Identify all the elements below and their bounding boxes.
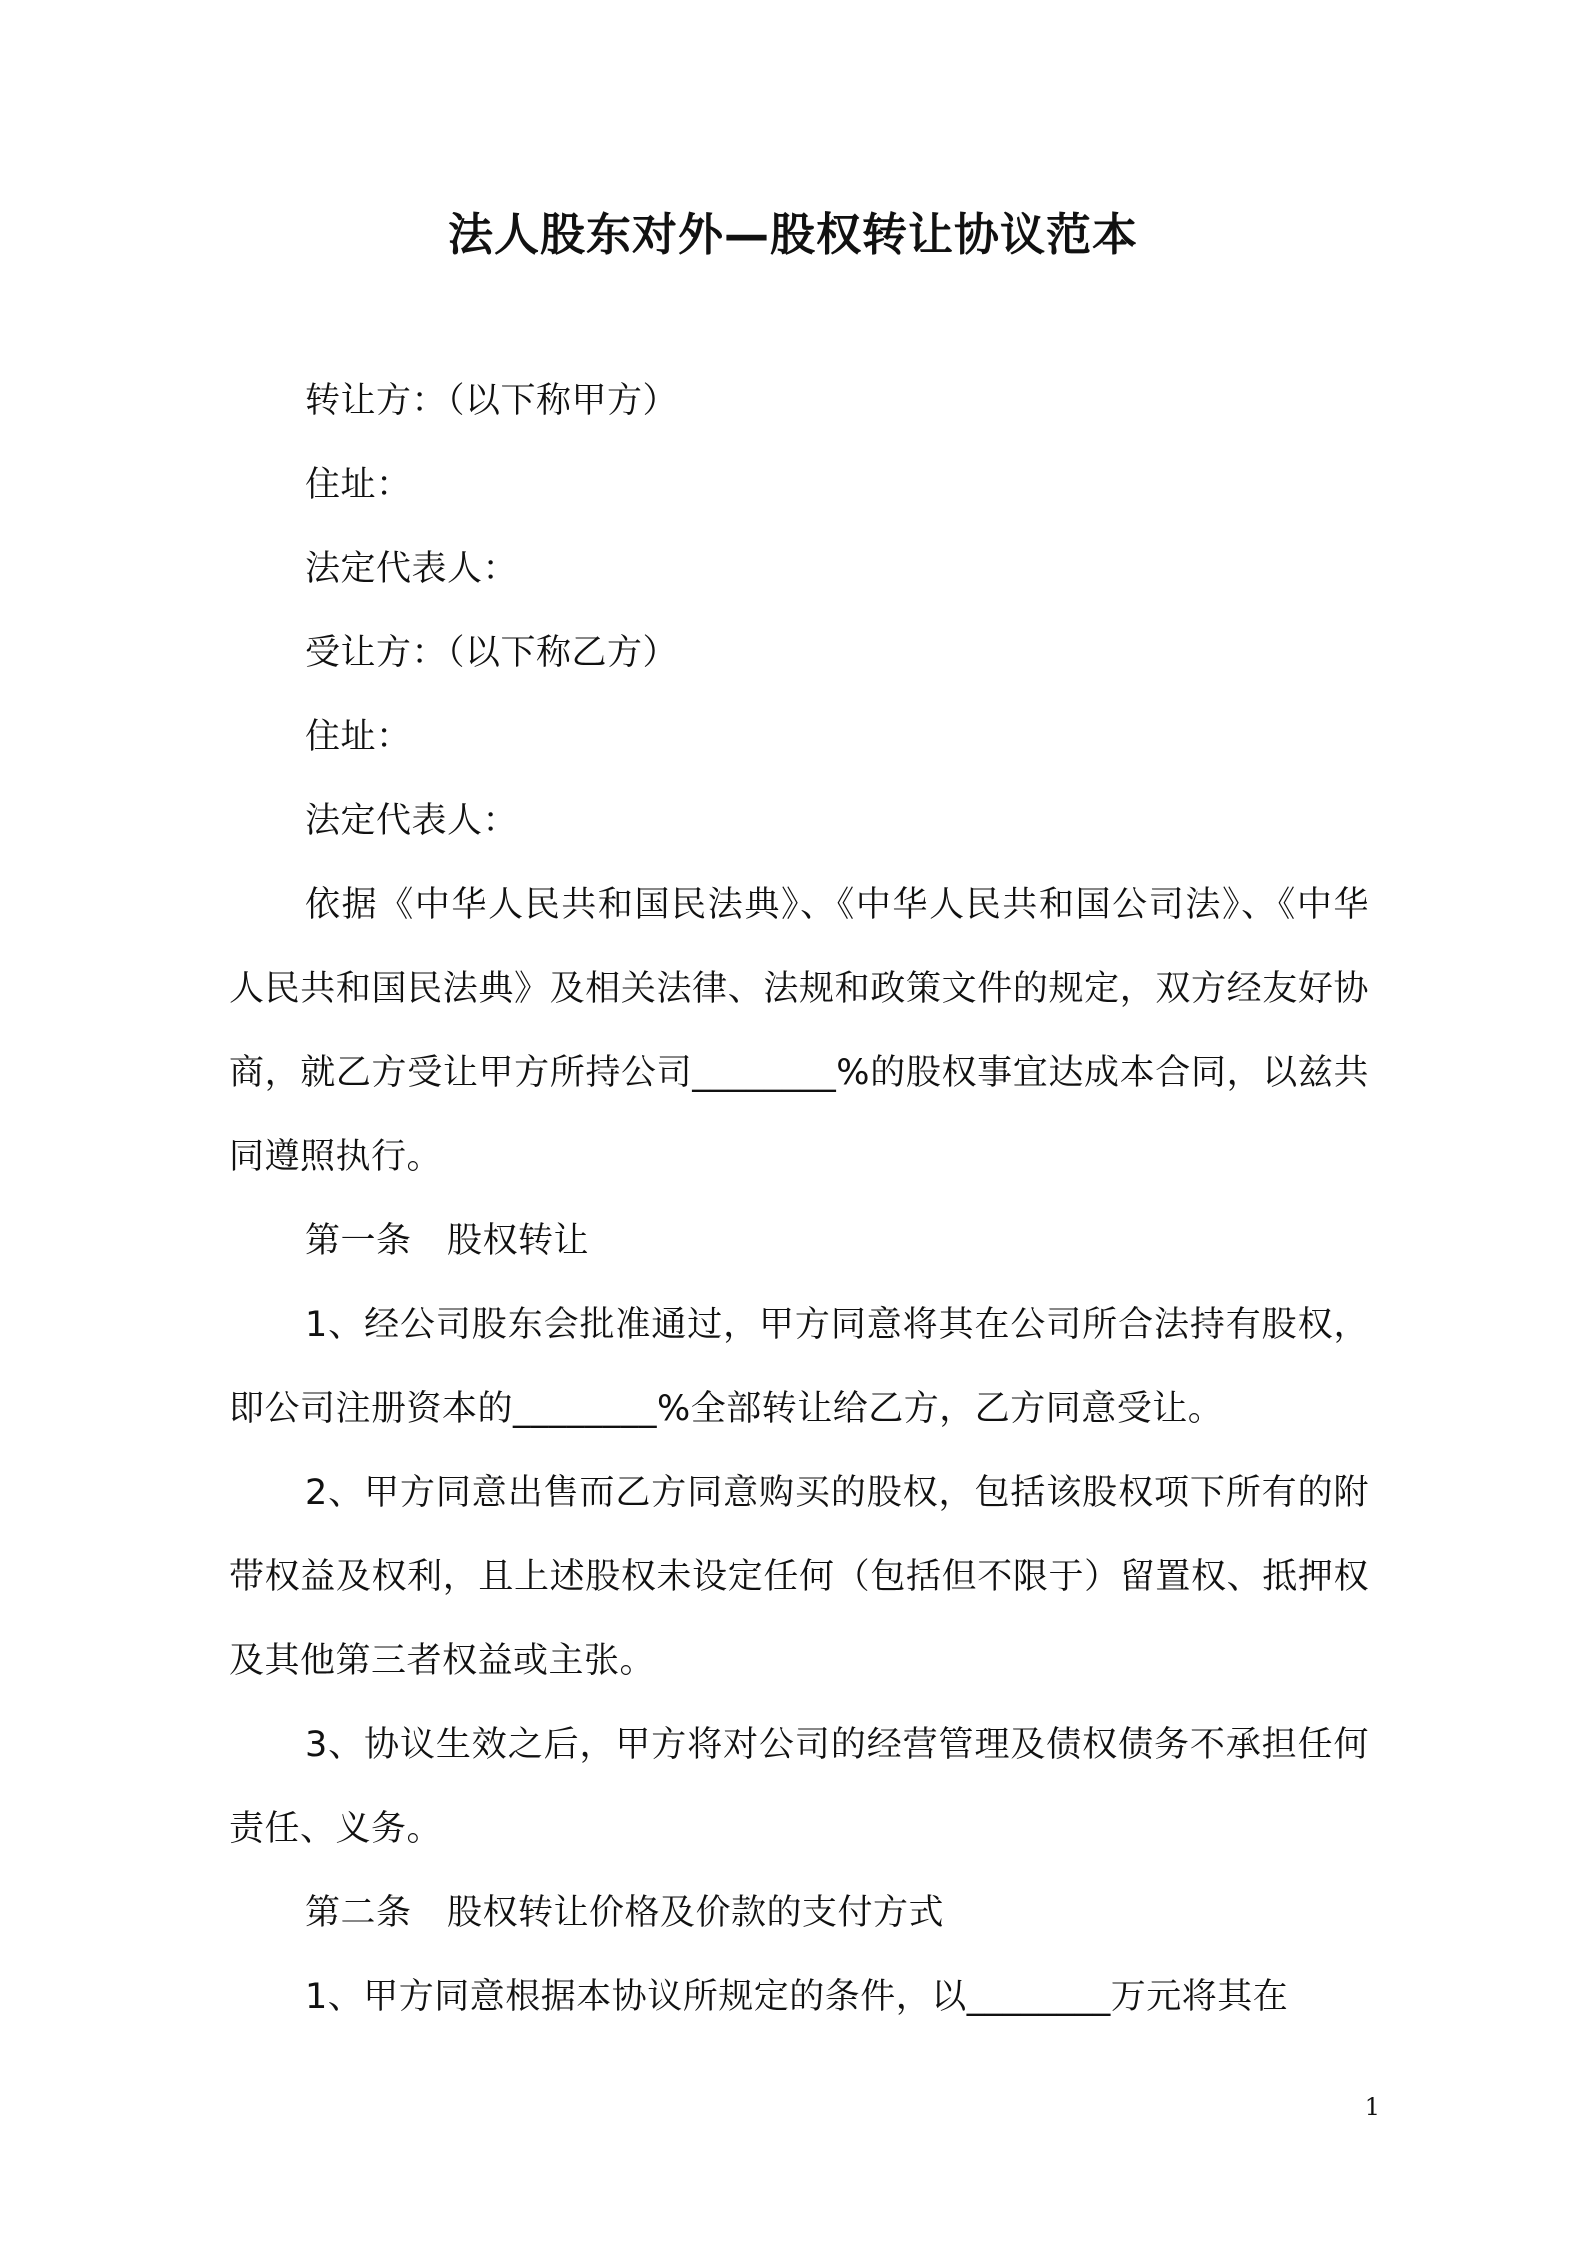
preamble-paragraph: 依据《中华人民共和国民法典》、《中华人民共和国公司法》、《中华人民共和国民法典》及相关法律、法规和政策文件的规定，双方经友好协商，就乙方受让甲方所持公司________%的股权事宜达成本合同，以兹共同遵照执行。 (229, 885, 1369, 1177)
article-1-clause-1: 1、经公司股东会批准通过，甲方同意将其在公司所合法持有股权，即公司注册资本的________%全部转让给乙方，乙方同意受让。 (229, 1305, 1369, 1429)
article-2-clause-1: 1、甲方同意根据本协议所规定的条件，以________万元将其在 (305, 1977, 1289, 2017)
transferor-line: 转让方：（以下称甲方） (305, 381, 679, 421)
article-1-heading: 第一条 股权转让 (305, 1221, 590, 1261)
article-1-clause-3: 3、协议生效之后，甲方将对公司的经营管理及债权债务不承担任何责任、义务。 (229, 1725, 1369, 1849)
transferee-representative-line: 法定代表人： (305, 801, 519, 841)
page-number: 1 (1364, 2093, 1380, 2121)
transferee-address-line: 住址： (305, 717, 412, 757)
article-1-clause-2: 2、甲方同意出售而乙方同意购买的股权，包括该股权项下所有的附带权益及权利，且上述股权未设定任何（包括但不限于）留置权、抵押权及其他第三者权益或主张。 (229, 1473, 1369, 1681)
document-title: 法人股东对外—股权转让协议范本 (447, 208, 1138, 261)
article-2-heading: 第二条 股权转让价格及价款的支付方式 (305, 1893, 945, 1933)
transferee-line: 受让方：（以下称乙方） (305, 633, 679, 673)
transferor-address-line: 住址： (305, 465, 412, 505)
transferor-representative-line: 法定代表人： (305, 549, 519, 589)
document-body (229, 359, 1369, 2039)
